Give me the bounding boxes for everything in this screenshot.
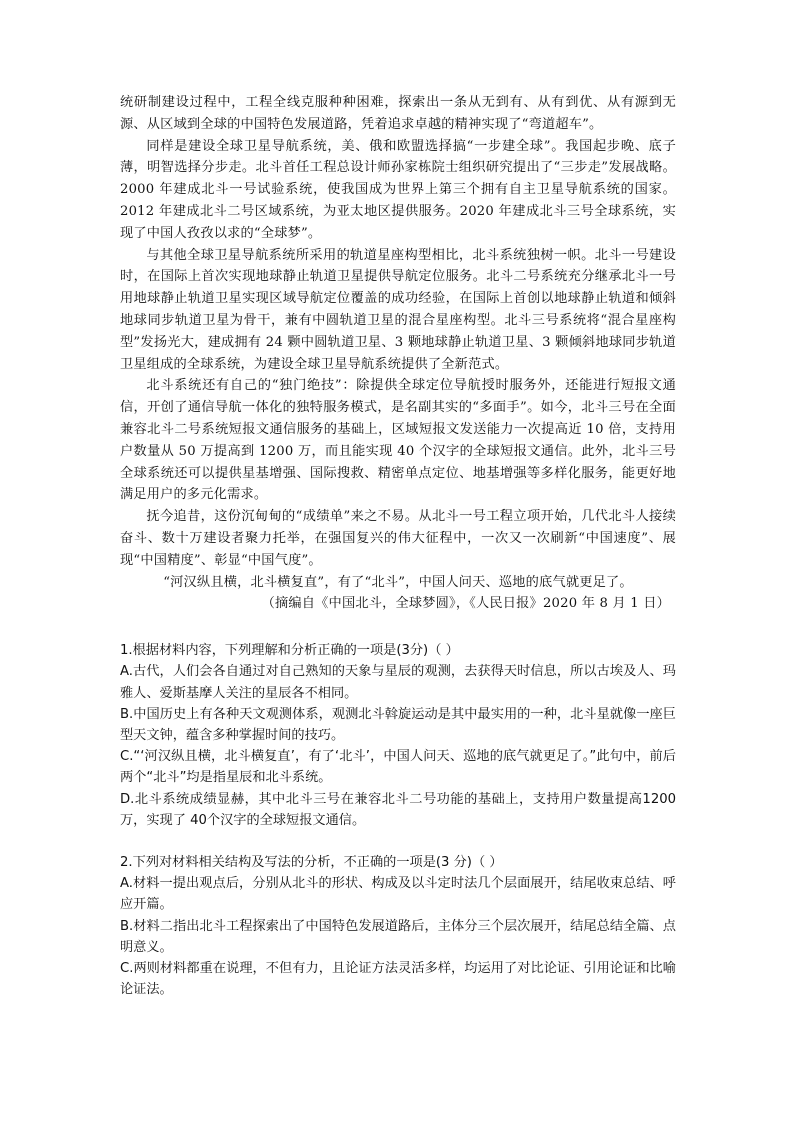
option-a: A.古代，人们会各自通过对自己熟知的天象与星辰的观测，去获得天时信息，所以古埃及人、玛雅人、爱斯基摩人关注的星辰各不相同。 <box>120 664 676 701</box>
passage-paragraph-1: 统研制建设过程中，工程全线克服种种困难，探索出一条从无到有、从有到优、从有源到无源、从区域到全球的中国特色发展道路，凭着追求卓越的精神实现了“弯道超车”。 <box>120 95 676 132</box>
question-1 <box>120 640 676 831</box>
question-section <box>120 640 676 1000</box>
option-c: C.“‘河汉纵且横，北斗横复直’，有了‘北斗’，中国人问天、巡地的底气就更足了。”此句中，前后两个“北斗”均是指星辰和北斗系统。 <box>120 749 676 786</box>
option-c: C.两则材料都重在说理，不但有力，且论证方法灵活多样，均运用了对比论证、引用论证和比喻论证法。 <box>120 960 676 998</box>
passage-paragraph-4: 北斗系统还有自己的“独门绝技”：除提供全球定位导航授时服务外，还能进行短报文通信，开创了通信导航一体化的独特服务模式，是名副其实的“多面手”。如今，北斗三号在全面兼容北斗二号系统短报文通信服务的基础上，区域短报文发送能力一次提高近 10 倍，支持用户数量从 50 万提高到 1200 万，而且能实现 40 个汉字的全球短报文通信。此外，北斗三号全球系统还可以提供星基增强、国际搜救、精密单点定位、地基增强等多样化服务，能更好地满足用户的多元化需求。 <box>120 378 676 503</box>
question-stem: 2.下列对材料相关结构及写法的分析，不正确的一项是(3 分)（ ） <box>120 854 503 870</box>
option-a: A.材料一提出观点后，分别从北斗的形状、构成及以斗定时法几个层面展开，结尾收束总结、呼应开篇。 <box>120 876 676 913</box>
question-2 <box>120 852 676 1000</box>
passage-paragraph-6: “河汉纵且横，北斗横复直”，有了“北斗”，中国人问天、巡地的底气就更足了。 <box>163 574 633 590</box>
reading-passage <box>120 92 676 615</box>
option-b: B.中国历史上有各种天文观测体系，观测北斗斡旋运动是其中最实用的一种，北斗星就像一座巨型天文钟，蕴含多种掌握时间的技巧。 <box>120 706 676 743</box>
option-b: B.材料二指出北斗工程探索出了中国特色发展道路后，主体分三个层次展开，结尾总结全篇、点明意义。 <box>120 918 676 955</box>
passage-source: （摘编自《中国北斗，全球梦圆》，《人民日报》2020 年 8 月 1 日） <box>261 596 670 612</box>
question-stem: 1.根据材料内容，下列理解和分析正确的一项是(3分)（ ） <box>120 643 459 659</box>
passage-paragraph-2: 同样是建设全球卫星导航系统，美、俄和欧盟选择搞“一步建全球”。我国起步晚、底子薄，明智选择分步走。北斗首任工程总设计师孙家栋院士组织研究提出了“三步走”发展战略。2000 年建成北斗一号试验系统，使我国成为世界上第三个拥有自主卫星导航系统的国家。2012 年建成北斗二号区域系统，为亚太地区提供服务。2020 年建成北斗三号全球系统，实现了中国人孜孜以求的“全球梦”。 <box>120 138 676 241</box>
passage-paragraph-5: 抚今追昔，这份沉甸甸的“成绩单”来之不易。从北斗一号工程立项开始，几代北斗人接续奋斗、数十万建设者聚力托举，在强国复兴的伟大征程中，一次又一次刷新“中国速度”、展现“中国精度”、彰显“中国气度”。 <box>120 509 676 568</box>
document-page <box>120 92 676 1021</box>
passage-paragraph-3: 与其他全球卫星导航系统所采用的轨道星座构型相比，北斗系统独树一帜。北斗一号建设时，在国际上首次实现地球静止轨道卫星提供导航定位服务。北斗二号系统充分继承北斗一号用地球静止轨道卫星实现区域导航定位覆盖的成功经验，在国际上首创以地球静止轨道和倾斜地球同步轨道卫星为骨干，兼有中圆轨道卫星的混合星座构型。北斗三号系统将“混合星座构型”发扬光大，建成拥有 24 颗中圆轨道卫星、3 颗地球静止轨道卫星、3 颗倾斜地球同步轨道卫星组成的全球系统，为建设全球卫星导航系统提供了全新范式。 <box>120 247 676 372</box>
option-d: D.北斗系统成绩显赫，其中北斗三号在兼容北斗二号功能的基础上，支持用户数量提高1200万，实现了 40个汉字的全球短报文通信。 <box>120 791 676 828</box>
